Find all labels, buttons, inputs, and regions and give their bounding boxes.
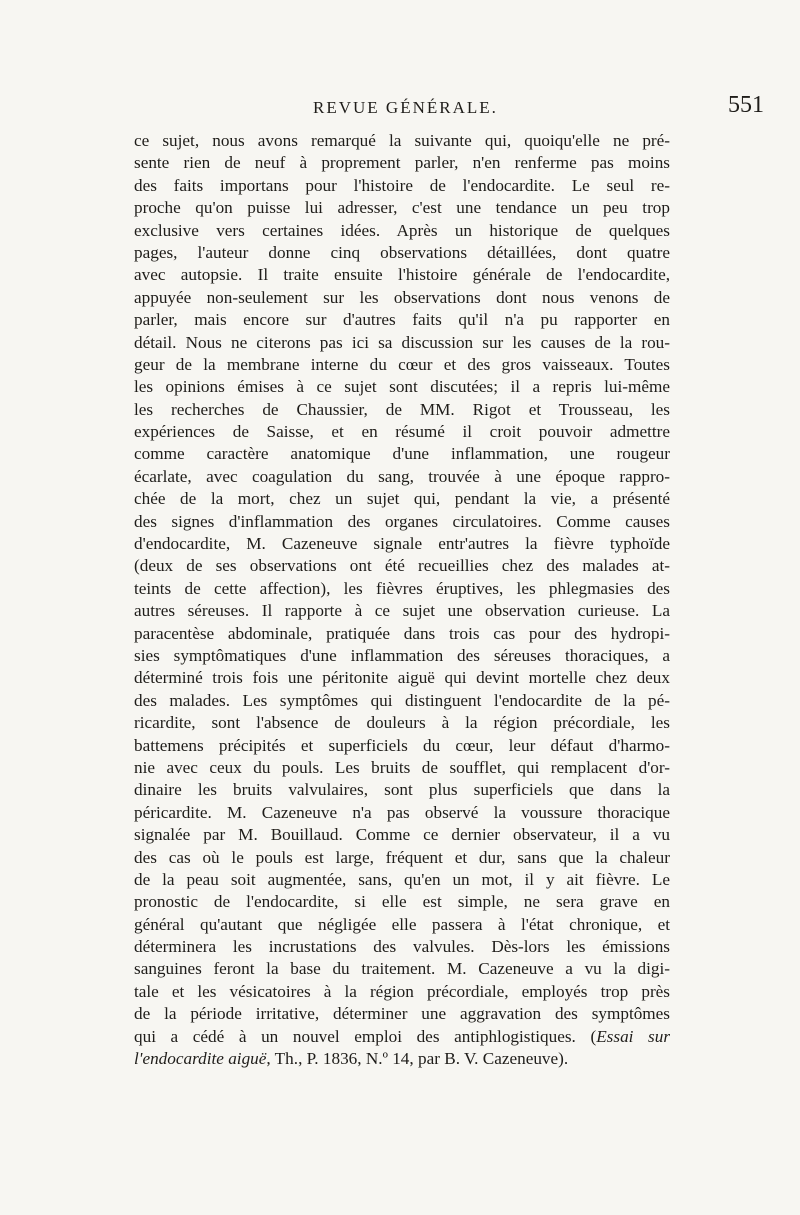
- text-line: sanguines feront la base du traitement. M. Cazeneuve a vu la digi-: [134, 959, 670, 979]
- text-line: détail. Nous ne citerons pas ici sa discussion sur les causes de la rou-: [134, 332, 670, 352]
- text-line: déterminera les incrustations des valvules. Dès-lors les émissions: [134, 937, 670, 957]
- text-line: teints de cette affection), les fièvres éruptives, les phlegmasies des: [134, 578, 670, 598]
- text-line: (deux de ses observations ont été recueillies chez des malades at-: [134, 556, 670, 576]
- citation-title-part2: l'endocardite aiguë: [134, 1049, 267, 1069]
- text-line: pronostic de l'endocardite, si elle est simple, ne sera grave en: [134, 892, 670, 912]
- text-line: péricardite. M. Cazeneuve n'a pas observé la voussure thoracique: [134, 802, 670, 822]
- text-line: tale et les vésicatoires à la région précordiale, employés trop près: [134, 981, 670, 1001]
- text-line: avec autopsie. Il traite ensuite l'histoire générale de l'endocardite,: [134, 265, 670, 285]
- citation-open-paren: (: [590, 1026, 597, 1046]
- text-line: des signes d'inflammation des organes circulatoires. Comme causes: [134, 511, 670, 531]
- text-line: pages, l'auteur donne cinq observations détaillées, dont quatre: [134, 242, 670, 262]
- text-line: d'endocardite, M. Cazeneuve signale entr'autres la fièvre typhoïde: [134, 534, 670, 554]
- text-line: chée de la mort, chez un sujet qui, pendant la vie, a présenté: [134, 489, 670, 509]
- text-line: de la peau soit augmentée, sans, qu'en un mot, il y ait fièvre. Le: [134, 869, 670, 889]
- text-line: signalée par M. Bouillaud. Comme ce dernier observateur, il a vu: [134, 825, 670, 845]
- text-line: autres séreuses. Il rapporte à ce sujet une observation curieuse. La: [134, 601, 670, 621]
- text-line: des malades. Les symptômes qui distinguent l'endocardite de la pé-: [134, 690, 670, 710]
- text-line: des faits importans pour l'histoire de l'endocardite. Le seul re-: [134, 175, 670, 195]
- text-line: déterminé trois fois une péritonite aiguë qui devint mortelle chez deux: [134, 668, 670, 688]
- text-segment: qui a cédé à un nouvel emploi des antiphlogistiques.: [134, 1026, 576, 1046]
- body-text: [134, 130, 670, 1070]
- text-line: parler, mais encore sur d'autres faits qu'il n'a pu rapporter en: [134, 310, 670, 330]
- text-line: expériences de Saisse, et en résumé il croit pouvoir admettre: [134, 422, 670, 442]
- text-line: nie avec ceux du pouls. Les bruits de soufflet, qui remplacent d'or-: [134, 757, 670, 777]
- text-line: de la période irritative, déterminer une aggravation des symptômes: [134, 1004, 670, 1024]
- running-title: REVUE GÉNÉRALE.: [313, 98, 498, 117]
- text-line: exclusive vers certaines idées. Après un historique de quelques: [134, 220, 670, 240]
- text-line: appuyée non-seulement sur les observations dont nous venons de: [134, 287, 670, 307]
- text-line: général qu'autant que négligée elle passera à l'état chronique, et: [134, 914, 670, 934]
- citation-line: [134, 1048, 670, 1070]
- text-line: comme caractère anatomique d'une inflammation, une rougeur: [134, 444, 670, 464]
- text-line: sies symptômatiques d'une inflammation des séreuses thoraciques, a: [134, 645, 670, 665]
- text-line: sente rien de neuf à proprement parler, n'en renferme pas moins: [134, 153, 670, 173]
- text-line: écarlate, avec coagulation du sang, trouvée à une époque rappro-: [134, 466, 670, 486]
- text-line: les recherches de Chaussier, de MM. Rigot et Trousseau, les: [134, 399, 670, 419]
- text-line: proche qu'on puisse lui adresser, c'est une tendance un peu trop: [134, 198, 670, 218]
- text-line: les opinions émises à ce sujet sont discutées; il a repris lui-même: [134, 377, 670, 397]
- citation-details: , Th., P. 1836, N.º 14, par B. V. Cazeneuve).: [266, 1049, 569, 1069]
- text-line: paracentèse abdominale, pratiquée dans trois cas pour des hydropi-: [134, 623, 670, 643]
- citation-title-part1: Essai sur: [596, 1026, 670, 1046]
- text-line: des cas où le pouls est large, fréquent et dur, sans que la chaleur: [134, 847, 670, 867]
- text-line: ce sujet, nous avons remarqué la suivante qui, quoiqu'elle ne pré-: [134, 131, 670, 150]
- text-line-with-citation-start: [134, 1026, 670, 1048]
- text-line: battemens précipités et superficiels du cœur, leur défaut d'harmo-: [134, 735, 670, 755]
- text-line: ricardite, sont l'absence de douleurs à la région précordiale, les: [134, 713, 670, 733]
- text-line: geur de la membrane interne du cœur et des gros vaisseaux. Toutes: [134, 354, 670, 374]
- text-line: dinaire les bruits valvulaires, sont plus superficiels que dans la: [134, 780, 670, 800]
- page-number: 551: [728, 92, 764, 118]
